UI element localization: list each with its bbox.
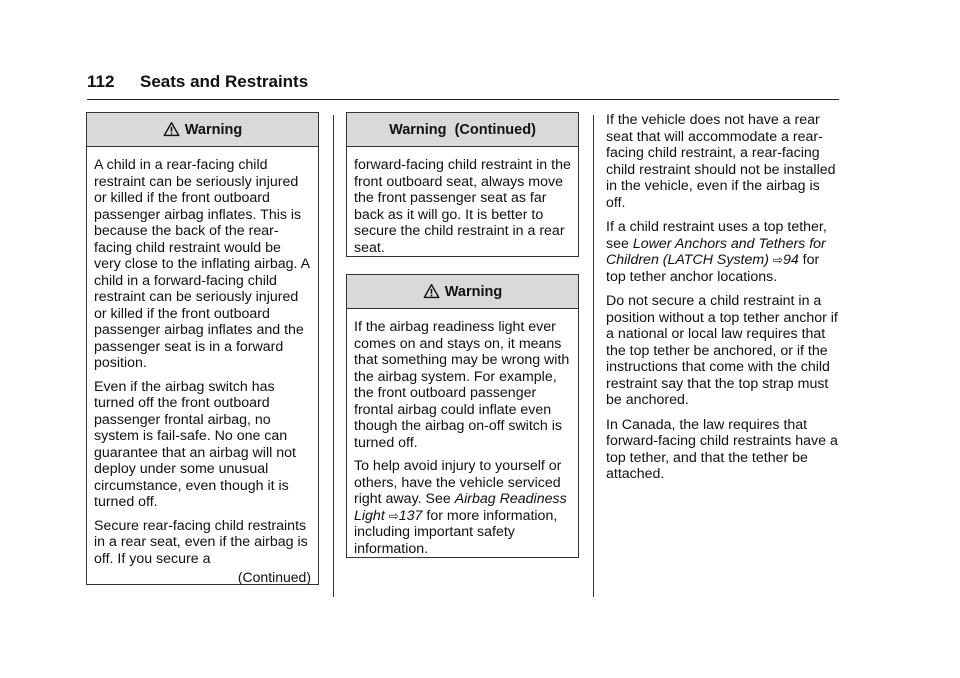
continued-label: (Continued) xyxy=(237,569,311,585)
warning-header xyxy=(347,275,578,309)
paragraph: To help avoid injury to yourself or others, have the vehicle serviced right away. See Airbag Readiness Light ⇨137 for more information, including important safety information. xyxy=(354,458,567,557)
section-title: Seats and Restraints xyxy=(140,72,309,91)
header-rule xyxy=(87,99,839,100)
paragraph: Even if the airbag switch has turned off the front outboard passenger frontal airbag, no system is fail-safe. No one can guarantee that an airbag will not deploy under some unusual circumstance, even though it is turned off. xyxy=(94,378,296,510)
warning-body xyxy=(347,147,578,269)
paragraph: If the airbag readiness light ever comes on and stays on, it means that something may be wrong with the airbag system. For example, the front outboard passenger frontal airbag could inflate even though the airbag on-off switch is turned off. xyxy=(354,319,570,451)
warning-body xyxy=(347,309,578,570)
airbag-readiness-light-link[interactable]: Airbag Readiness Light xyxy=(354,491,567,524)
warning-box-1 xyxy=(86,112,319,585)
paragraph: A child in a rear-facing child restraint can be seriously injured or killed if the front outboard passenger airbag inflates. This is because the back of the rear-facing child restraint would be very close to the inflating airbag. A child in a forward-facing child restraint can be seriously injured or killed if the front outboard passenger airbag inflates and the passenger seat is in a forward position. xyxy=(94,157,310,371)
column-divider-2 xyxy=(593,115,594,597)
page-reference[interactable]: 94 xyxy=(782,252,799,268)
column-divider-1 xyxy=(333,115,334,597)
warning-box-2 xyxy=(346,274,579,558)
warning-header xyxy=(87,113,318,147)
page-header xyxy=(87,72,839,100)
paragraph: If the vehicle does not have a rear seat that will accommodate a rear-facing child restraint, a rear-facing child restraint should not be installed in the vehicle, even if the airbag is off. xyxy=(606,112,836,211)
warning-triangle-icon xyxy=(163,121,180,138)
paragraph: Secure rear-facing child restraints in a rear seat, even if the airbag is off. If you secure a xyxy=(94,517,308,567)
paragraph: If a child restraint uses a top tether, see Lower Anchors and Tethers for Children (LATCH System) ⇨94 for top tether anchor locations. xyxy=(606,219,827,285)
paragraph: Do not secure a child restraint in a position without a top tether anchor if a national or local law requires that the top tether be anchored, or if the instructions that come with the child restraint say that the top strap must be anchored. xyxy=(606,293,838,408)
warning-header xyxy=(347,113,578,147)
warning-triangle-icon xyxy=(423,283,440,300)
page-reference-arrow-icon: ⇨ xyxy=(772,253,783,267)
warning-title: Warning xyxy=(184,121,243,138)
paragraph: forward-facing child restraint in the front outboard seat, always move the front passenger seat as far back as it will go. It is better to secure the child restraint in a rear seat. xyxy=(354,157,571,256)
body-column-3 xyxy=(606,112,842,491)
warning-body xyxy=(87,147,318,592)
latch-system-link[interactable]: Lower Anchors and Tethers for Children (LATCH System) xyxy=(606,235,826,268)
page-reference[interactable]: 137 xyxy=(398,507,423,524)
warning-title: Warning (Continued) xyxy=(389,121,536,138)
warning-title: Warning xyxy=(444,283,503,300)
page-number: 112 xyxy=(87,72,115,91)
paragraph: In Canada, the law requires that forward-facing child restraints have a top tether, and that the tether be attached. xyxy=(606,416,838,482)
page-reference-arrow-icon: ⇨ xyxy=(388,508,399,523)
warning-box-continued xyxy=(346,112,579,257)
